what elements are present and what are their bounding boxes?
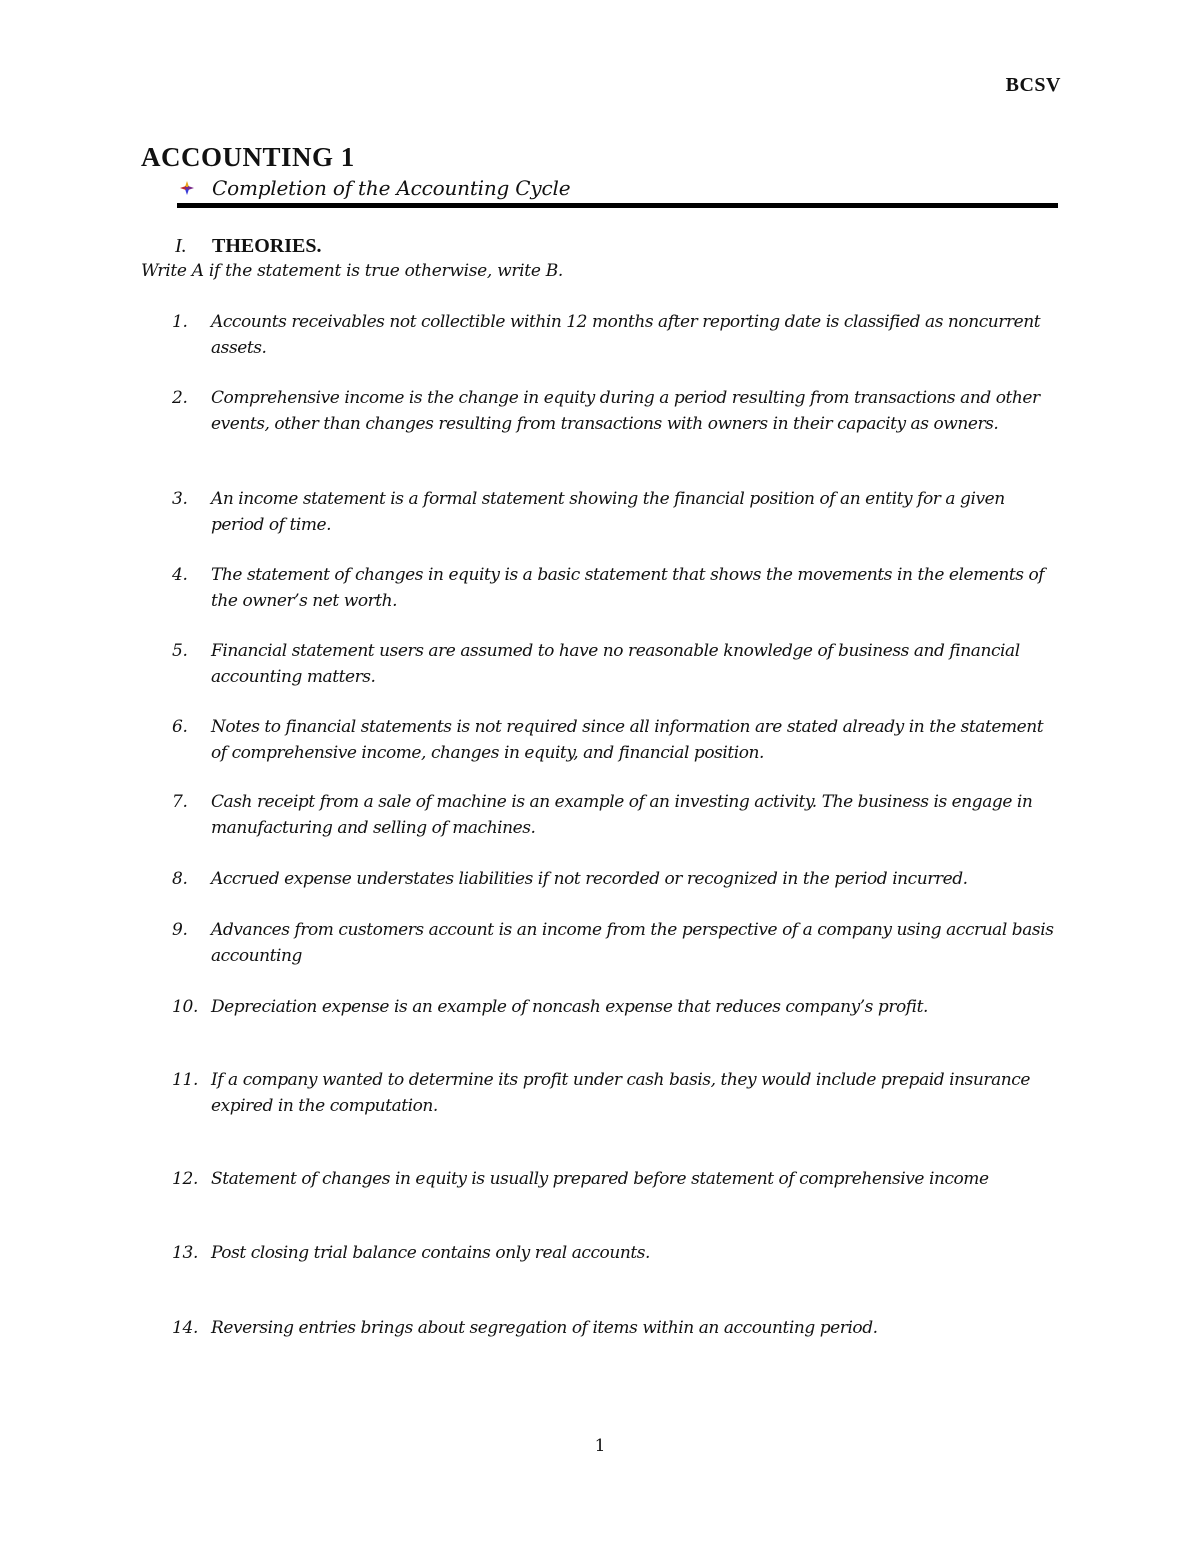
item-number: 11.	[172, 1070, 199, 1090]
list-item	[172, 714, 1062, 766]
subtitle-row	[178, 176, 570, 200]
list-item	[172, 1067, 1062, 1119]
item-number: 14.	[172, 1318, 199, 1338]
document-title: ACCOUNTING 1	[141, 142, 355, 172]
four-color-arrow-bullet-icon	[178, 179, 196, 197]
item-text: Advances from customers account is an income from the perspective of a company using accrual basis accounting	[211, 920, 1054, 966]
item-text: The statement of changes in equity is a basic statement that shows the movements in the elements of the owner’s net worth.	[211, 565, 1045, 611]
item-number: 9.	[172, 920, 188, 940]
item-number: 13.	[172, 1243, 199, 1263]
page-number: 1	[594, 1436, 606, 1456]
item-text: Statement of changes in equity is usually prepared before statement of comprehensive income	[211, 1169, 989, 1189]
list-item	[172, 562, 1062, 614]
item-text: Notes to financial statements is not required since all information are stated already in the statement of comprehensive income, changes in equity, and financial position.	[211, 717, 1044, 763]
item-text: Accrued expense understates liabilities if not recorded or recognized in the period incurred.	[211, 869, 968, 889]
item-text: Reversing entries brings about segregation of items within an accounting period.	[211, 1318, 878, 1338]
item-number: 12.	[172, 1169, 199, 1189]
item-number: 3.	[172, 489, 188, 509]
list-item	[172, 1315, 1062, 1341]
title-divider	[177, 203, 1058, 208]
item-text: Cash receipt from a sale of machine is an example of an investing activity. The business is engage in manufacturing and selling of machines.	[211, 792, 1033, 838]
item-text: Comprehensive income is the change in equity during a period resulting from transactions and other events, other than changes resulting from transactions with owners in their capacity as owners.	[211, 388, 1040, 434]
item-text: Financial statement users are assumed to have no reasonable knowledge of business and financial accounting matters.	[211, 641, 1020, 687]
list-item	[172, 1240, 1062, 1266]
item-number: 5.	[172, 641, 188, 661]
item-number: 2.	[172, 388, 188, 408]
document-subtitle: Completion of the Accounting Cycle	[212, 176, 571, 200]
section-number: I.	[175, 235, 187, 257]
list-item	[172, 917, 1062, 969]
item-number: 7.	[172, 792, 188, 812]
list-item	[172, 385, 1062, 437]
section-instruction: Write A if the statement is true otherwise, write B.	[141, 261, 564, 281]
list-item	[172, 1166, 1062, 1192]
item-number: 10.	[172, 997, 199, 1017]
item-text: Post closing trial balance contains only real accounts.	[211, 1243, 650, 1263]
list-item	[172, 486, 1062, 538]
list-item	[172, 994, 1062, 1020]
list-item	[172, 309, 1062, 361]
header-code: BCSV	[1005, 74, 1061, 96]
item-number: 8.	[172, 869, 188, 889]
item-text: An income statement is a formal statement showing the financial position of an entity for a given period of time.	[211, 489, 1005, 535]
item-number: 6.	[172, 717, 188, 737]
item-number: 4.	[172, 565, 188, 585]
list-item	[172, 638, 1062, 690]
section-title: THEORIES.	[212, 235, 322, 257]
item-text: If a company wanted to determine its profit under cash basis, they would include prepaid insurance expired in the computation.	[211, 1070, 1030, 1116]
section-heading	[175, 235, 321, 258]
list-item	[172, 866, 1062, 892]
item-text: Accounts receivables not collectible within 12 months after reporting date is classified as noncurrent assets.	[211, 312, 1041, 358]
item-text: Depreciation expense is an example of noncash expense that reduces company’s profit.	[211, 997, 928, 1017]
list-item	[172, 789, 1062, 841]
item-number: 1.	[172, 312, 188, 332]
